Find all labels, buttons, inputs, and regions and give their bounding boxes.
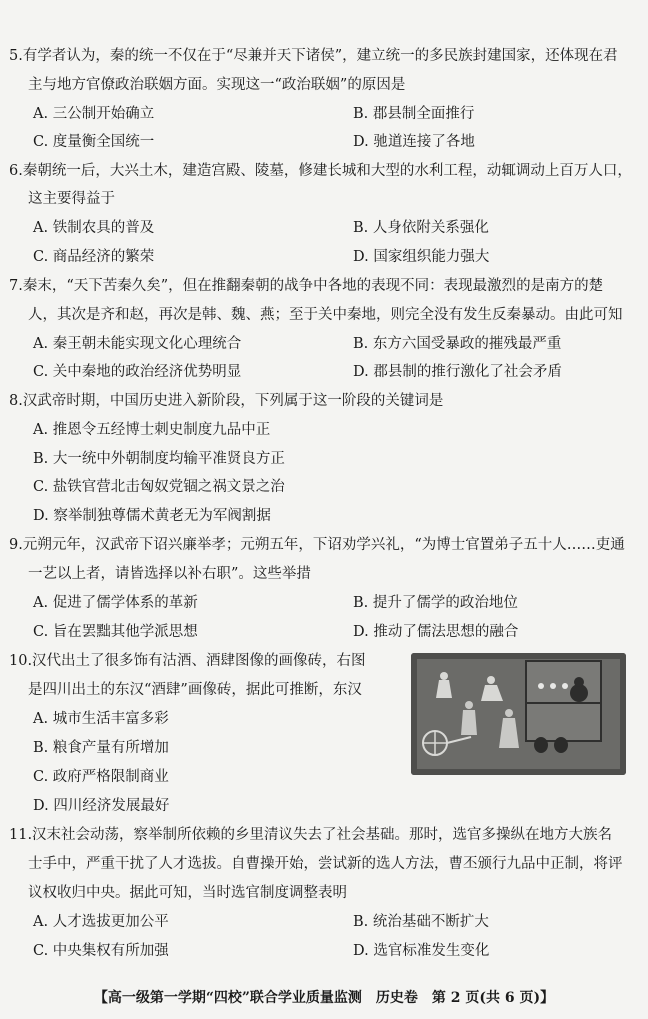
option-c: C. 中央集权有所加强 <box>33 943 169 959</box>
question-stem-line: 一艺以上者，请皆选择以补右职”。这些举措 <box>28 566 311 582</box>
question-stem-line: 9.元朔元年，汉武帝下诏兴廉举孝；元朔五年，下诏劝学兴礼，“为博士官置弟子五十人……吏通 <box>9 537 625 553</box>
option-b: B. 统治基础不断扩大 <box>353 914 489 930</box>
option-a: A. 铁制农具的普及 <box>33 220 155 236</box>
question-stem-line: 8.汉武帝时期，中国历史进入新阶段，下列属于这一阶段的关键词是 <box>9 393 444 409</box>
option-d: D. 郡县制的推行激化了社会矛盾 <box>353 364 562 380</box>
option-a: A. 三公制开始确立 <box>33 106 155 122</box>
option-d: D. 驰道连接了各地 <box>353 134 475 150</box>
question-stem-line: 士手中，严重干扰了人才选拔。自曹操开始，尝试新的选人方法，曹丕颁行九品中正制，将评 <box>28 856 623 872</box>
option-b: B. 粮食产量有所增加 <box>33 740 169 756</box>
option-b: B. 提升了儒学的政治地位 <box>353 595 518 611</box>
option-b: B. 郡县制全面推行 <box>353 106 475 122</box>
option-a: A. 推恩令五经博士刺史制度九品中正 <box>33 422 271 438</box>
option-b: B. 大一统中外朝制度均输平准贤良方正 <box>33 451 285 467</box>
option-a: A. 秦王朝未能实现文化心理统合 <box>33 336 242 352</box>
question-stem-line: 人，其次是齐和赵，再次是韩、魏、燕；至于关中秦地，则完全没有发生反秦暴动。由此可知 <box>28 307 623 323</box>
option-a: A. 城市生活丰富多彩 <box>33 711 169 727</box>
option-c: C. 商品经济的繁荣 <box>33 249 155 265</box>
wine-shop-brick-relief-image <box>411 653 626 775</box>
question-stem-line: 是四川出土的东汉“酒肆”画像砖，据此可推断，东汉 <box>28 682 362 698</box>
option-d: D. 国家组织能力强大 <box>353 249 490 265</box>
question-stem-line: 主与地方官僚政治联姻方面。实现这一“政治联姻”的原因是 <box>28 77 406 93</box>
option-c: C. 盐铁官营北击匈奴党锢之祸文景之治 <box>33 479 285 495</box>
option-a: A. 促进了儒学体系的革新 <box>33 595 198 611</box>
question-stem-line: 10.汉代出土了很多饰有沽酒、酒肆图像的画像砖，右图 <box>9 653 366 669</box>
option-c: C. 政府严格限制商业 <box>33 769 169 785</box>
option-d: D. 察举制独尊儒术黄老无为军阀割据 <box>33 508 271 524</box>
option-a: A. 人才选拔更加公平 <box>33 914 169 930</box>
question-stem-line: 7.秦末，“天下苦秦久矣”，但在推翻秦朝的战争中各地的表现不同：表现最激烈的是南方的楚 <box>9 278 604 294</box>
option-c: C. 旨在罢黜其他学派思想 <box>33 624 198 640</box>
question-stem-line: 6.秦朝统一后，大兴土木，建造宫殿、陵墓，修建长城和大型的水利工程，动辄调动上百万人口， <box>9 163 632 179</box>
question-stem-line: 这主要得益于 <box>28 191 115 207</box>
question-stem-line: 议权收归中央。据此可知，当时选官制度调整表明 <box>28 885 347 901</box>
option-c: C. 度量衡全国统一 <box>33 134 155 150</box>
page-footer: 【高一级第一学期“四校”联合学业质量监测 历史卷 第 2 页(共 6 页)】 <box>93 990 555 1006</box>
option-d: D. 四川经济发展最好 <box>33 798 170 814</box>
option-c: C. 关中秦地的政治经济优势明显 <box>33 364 242 380</box>
question-stem-line: 5.有学者认为，秦的统一不仅在于“尽兼并天下诸侯”，建立统一的多民族封建国家，还体现在君 <box>9 48 618 64</box>
option-d: D. 推动了儒法思想的融合 <box>353 624 519 640</box>
option-b: B. 东方六国受暴政的摧残最严重 <box>353 336 562 352</box>
option-d: D. 选官标准发生变化 <box>353 943 490 959</box>
question-stem-line: 11.汉末社会动荡，察举制所依赖的乡里清议失去了社会基础。那时，选官多操纵在地方大族名 <box>9 827 613 843</box>
option-b: B. 人身依附关系强化 <box>353 220 489 236</box>
